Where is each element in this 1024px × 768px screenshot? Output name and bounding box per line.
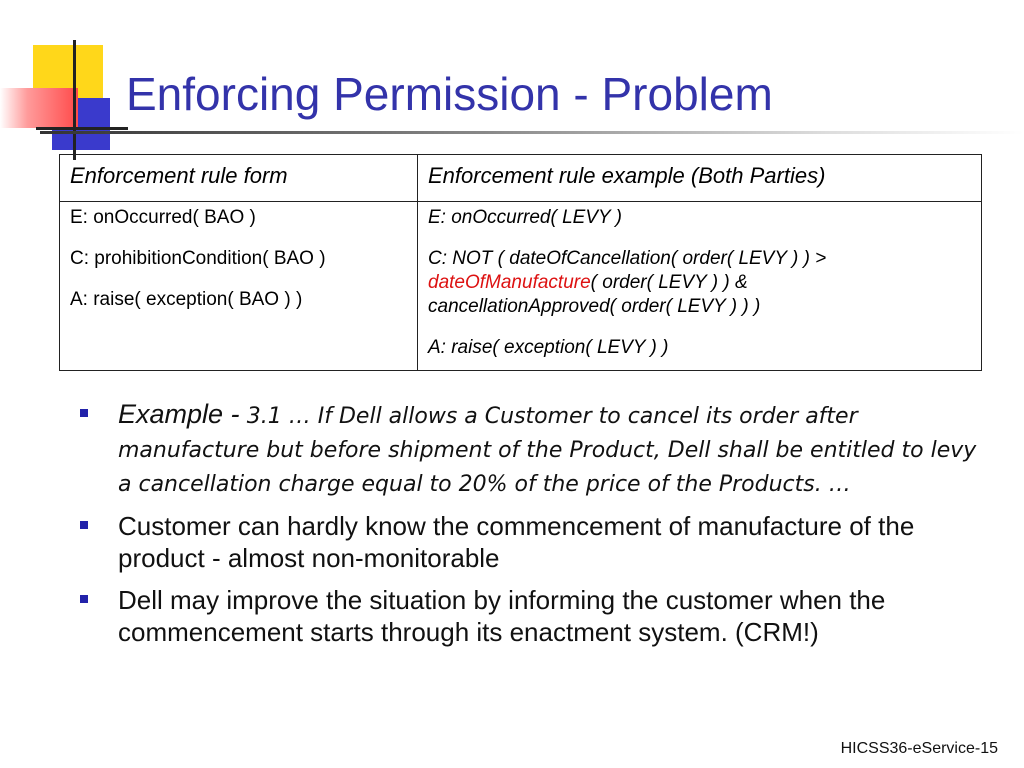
bullet-text: Dell may improve the situation by informing the customer when the commencement starts through its enactment system. (CRM!) bbox=[118, 585, 886, 647]
date-of-manufacture-highlight: dateOfManufacture bbox=[428, 272, 591, 293]
rule-form-cell bbox=[60, 202, 418, 371]
example-event-line: E: onOccurred( LEVY ) bbox=[428, 207, 622, 228]
enforcement-rule-table bbox=[59, 154, 982, 371]
example-label: Example - bbox=[118, 399, 240, 429]
bullet-item-improve bbox=[80, 584, 980, 648]
example-condition-line bbox=[428, 247, 971, 319]
bullet-item-example bbox=[80, 398, 980, 500]
bullet-item-monitorable bbox=[80, 510, 980, 574]
table-row bbox=[60, 202, 982, 371]
bullet-icon bbox=[80, 521, 88, 529]
rule-example-cell bbox=[418, 202, 982, 371]
corner-decoration bbox=[0, 0, 130, 160]
bullet-icon bbox=[80, 595, 88, 603]
slide-footer: HICSS36-eService-15 bbox=[840, 740, 998, 757]
header-rule-example: Enforcement rule example (Both Parties) bbox=[418, 155, 982, 202]
condition-part-b: ( order( LEVY ) ) & bbox=[590, 272, 748, 293]
bullet-icon bbox=[80, 409, 88, 417]
example-action-line: A: raise( exception( LEVY ) ) bbox=[428, 337, 669, 358]
title-divider bbox=[40, 131, 1024, 134]
form-action-line: A: raise( exception( BAO ) ) bbox=[70, 289, 303, 310]
form-event-line: E: onOccurred( BAO ) bbox=[70, 207, 256, 228]
condition-part-c: cancellationApproved( order( LEVY ) ) ) bbox=[428, 296, 761, 317]
condition-part-a: C: NOT ( dateOfCancellation( order( LEVY ) ) > bbox=[428, 248, 827, 269]
bullet-text: Customer can hardly know the commencement of manufacture of the product - almost non-monitorable bbox=[118, 511, 915, 573]
form-condition-line: C: prohibitionCondition( BAO ) bbox=[70, 248, 326, 269]
slide-title: Enforcing Permission - Problem bbox=[126, 68, 773, 120]
table-header-row bbox=[60, 155, 982, 202]
horizontal-line bbox=[36, 127, 128, 130]
vertical-line bbox=[73, 40, 76, 160]
example-quote: 3.1 … If Dell allows a Customer to cancel its order after manufacture but before shipment of the Product, Dell shall be entitled to levy a cancellation charge equal to 20% of the price of the Products. … bbox=[118, 404, 977, 497]
header-rule-form: Enforcement rule form bbox=[60, 155, 418, 202]
bullet-list bbox=[80, 398, 980, 658]
red-bar bbox=[0, 88, 78, 128]
